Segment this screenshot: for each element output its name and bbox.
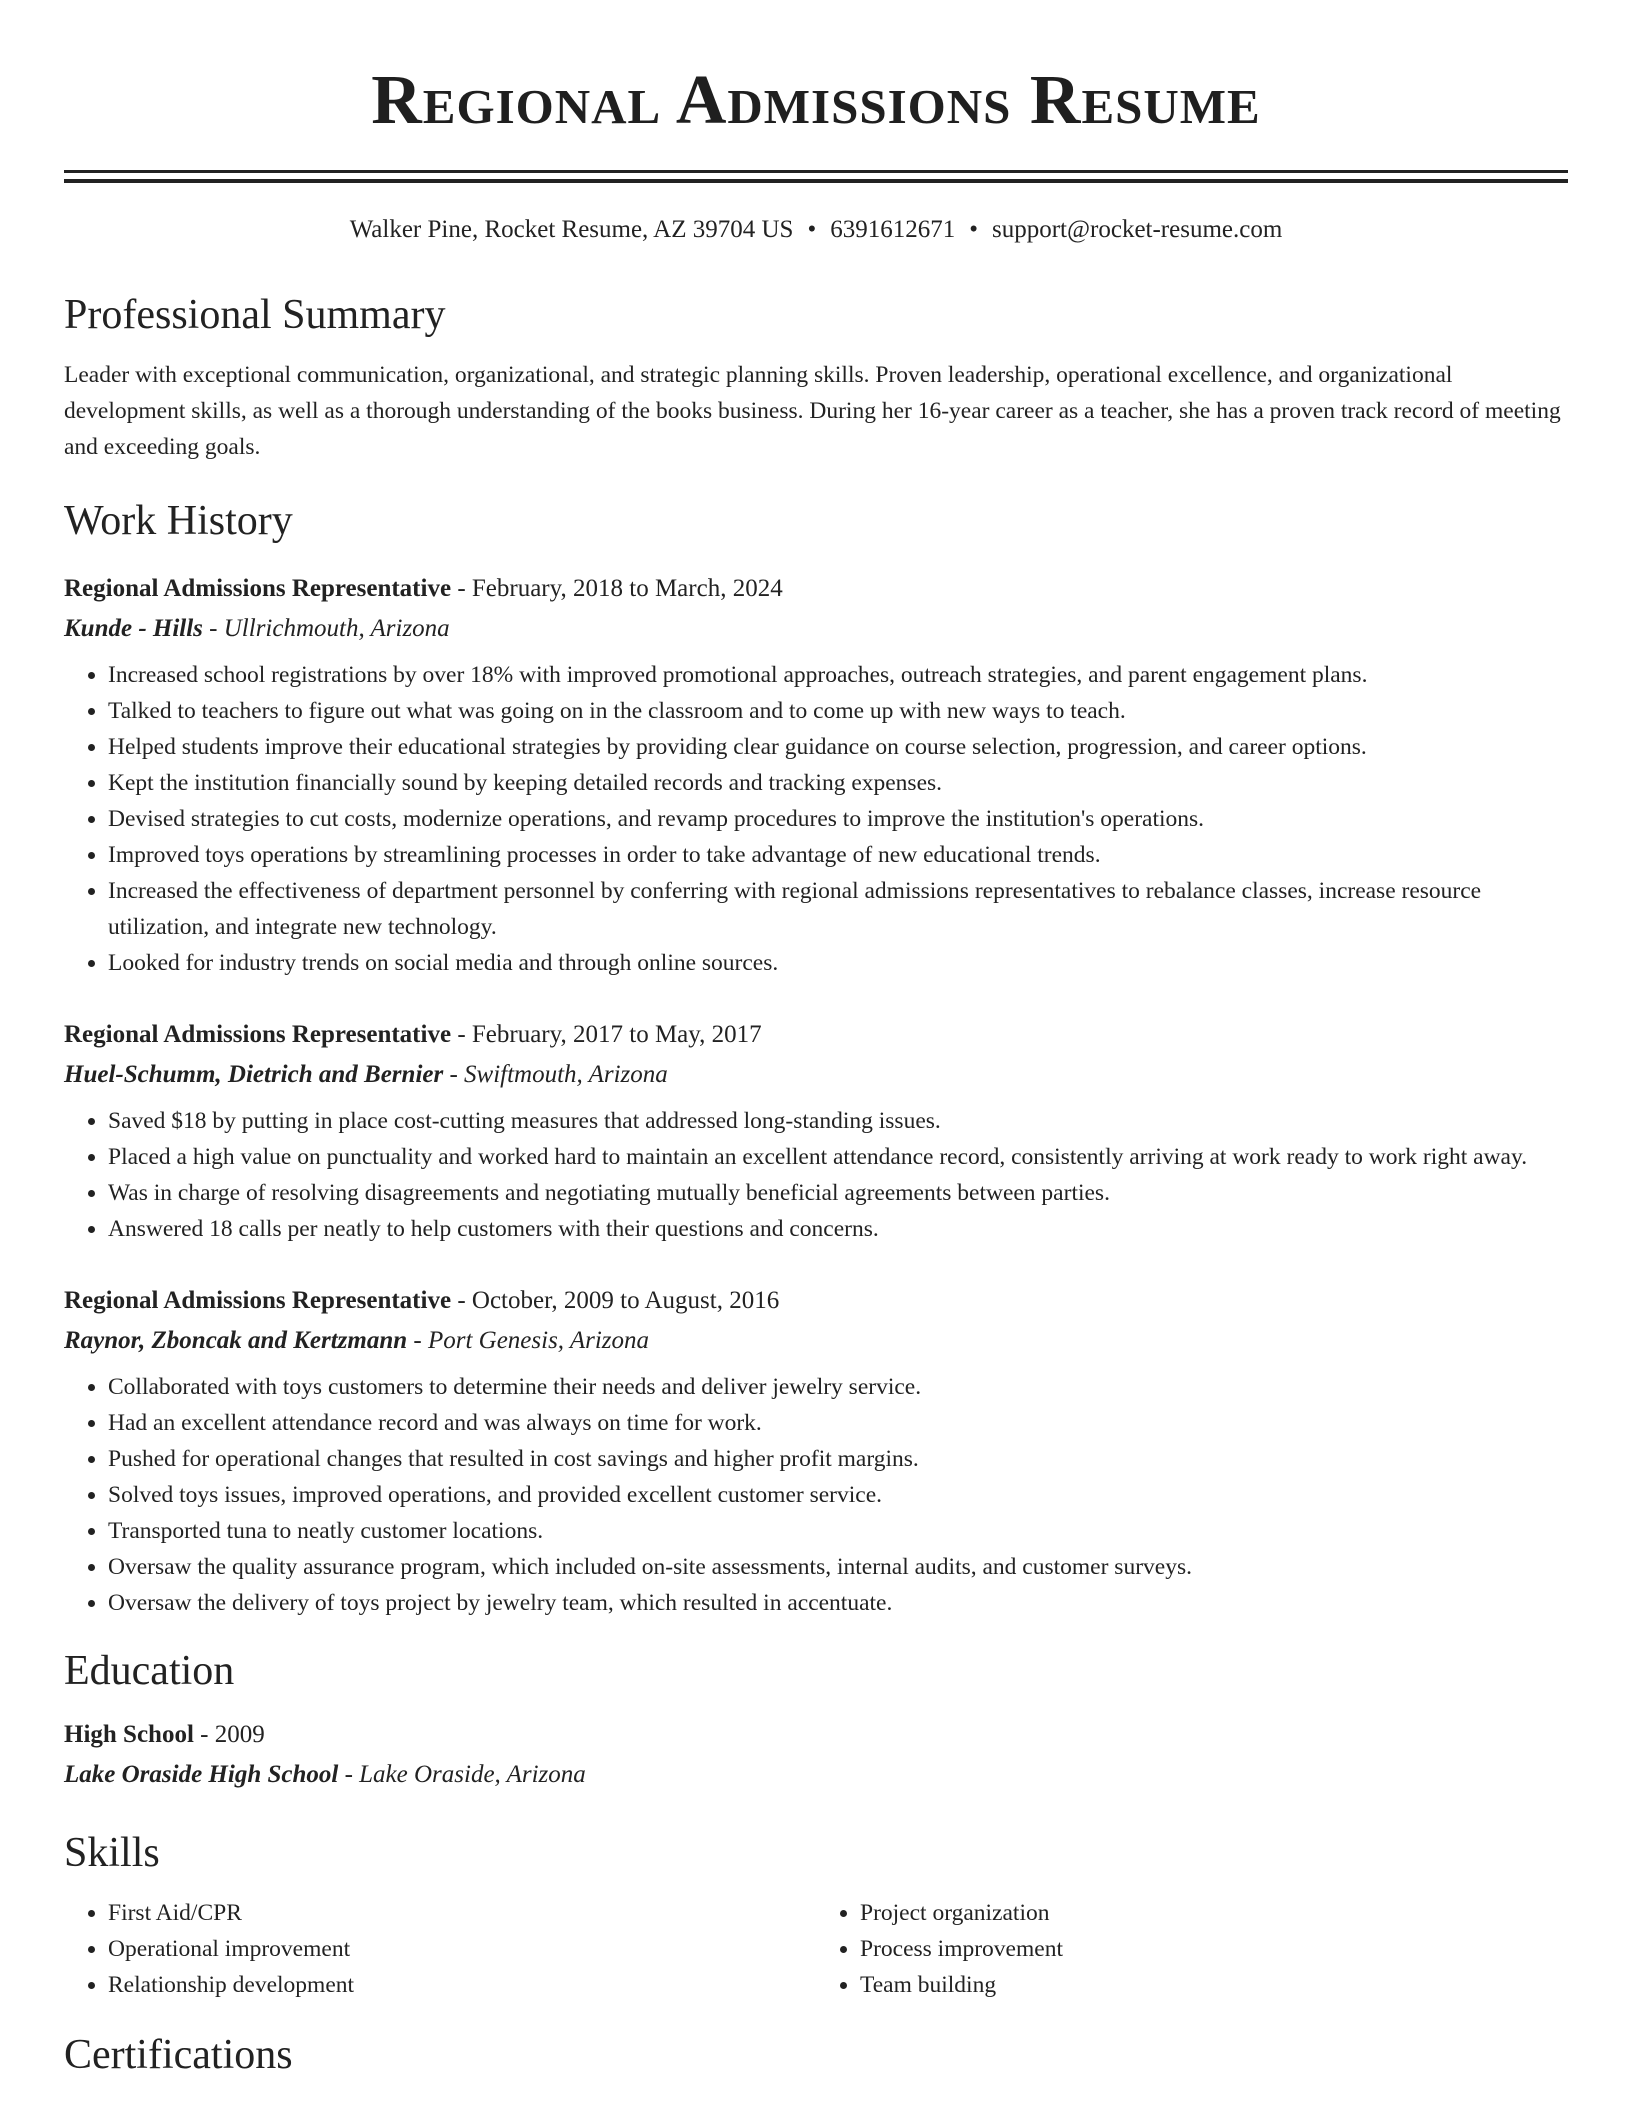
skills-heading: Skills (64, 1830, 160, 1876)
job-title-line (64, 1281, 1568, 1321)
job-company: Huel-Schumm, Dietrich and Bernier (64, 1061, 444, 1088)
job-bullet: • Had an excellent attendance record and was always on time for work. (108, 1405, 1568, 1441)
skills-list-right (816, 1895, 1568, 2003)
job-company: Kunde - Hills (64, 615, 203, 642)
job-role: Regional Admissions Representative (64, 575, 452, 602)
skill-item: • Team building (860, 1967, 1568, 2003)
job-entry (64, 1281, 1568, 1621)
job-title-line (64, 569, 1568, 609)
education-school-line (64, 1755, 1568, 1795)
education-degree: High School (64, 1721, 194, 1748)
education-location: - Lake Oraside, Arizona (338, 1761, 586, 1788)
certifications-heading: Certifications (64, 2032, 293, 2078)
job-company: Raynor, Zboncak and Kertzmann (64, 1327, 408, 1354)
education-school: Lake Oraside High School (64, 1761, 339, 1788)
summary-text: Leader with exceptional communication, organizational, and strategic planning skills. Proven leadership, operational excellence, and organizational development skills, as well as a thorough understanding of the books business. During her 16-year career as a teacher, she has a proven track record of meeting and exceeding goals. (64, 362, 1561, 460)
skills-grid (64, 1895, 1568, 2003)
skill-item: • Process improvement (860, 1931, 1568, 1967)
education-year: - 2009 (193, 1721, 265, 1748)
job-bullet: • Talked to teachers to figure out what was going on in the classroom and to come up with new ways to teach. (108, 693, 1568, 729)
job-bullet: • Improved toys operations by streamlining processes in order to take advantage of new educational trends. (108, 837, 1568, 873)
skill-item: • Relationship development (108, 1967, 816, 2003)
job-bullet: • Looked for industry trends on social media and through online sources. (108, 945, 1568, 981)
contact-email: support@rocket-resume.com (992, 216, 1283, 243)
job-dates: - October, 2009 to August, 2016 (451, 1287, 780, 1314)
skill-item: • Project organization (860, 1895, 1568, 1931)
job-title-line (64, 1015, 1568, 1055)
job-role: Regional Admissions Representative (64, 1287, 452, 1314)
job-location: - Port Genesis, Arizona (407, 1327, 650, 1354)
job-bullet: • Transported tuna to neatly customer locations. (108, 1513, 1568, 1549)
job-bullet: • Oversaw the quality assurance program, which included on-site assessments, internal audits, and customer surveys. (108, 1549, 1568, 1585)
title-double-rule (64, 170, 1568, 183)
job-company-line (64, 1055, 1568, 1095)
education-entry (64, 1715, 1568, 1795)
education-degree-line (64, 1715, 1568, 1755)
job-bullet: • Was in charge of resolving disagreements and negotiating mutually beneficial agreements between parties. (108, 1175, 1568, 1211)
job-bullet-list (64, 657, 1568, 981)
job-company-line (64, 1321, 1568, 1361)
resume-title: Regional Admissions Resume (371, 62, 1261, 139)
job-dates: - February, 2018 to March, 2024 (451, 575, 783, 602)
job-bullet-list (64, 1369, 1568, 1621)
job-bullet: • Devised strategies to cut costs, modernize operations, and revamp procedures to improve the institution's operations. (108, 801, 1568, 837)
work-history-heading: Work History (64, 498, 293, 544)
job-bullet: • Helped students improve their educational strategies by providing clear guidance on course selection, progression, and career options. (108, 729, 1568, 765)
job-bullet: • Solved toys issues, improved operations, and provided excellent customer service. (108, 1477, 1568, 1513)
job-bullet: • Collaborated with toys customers to determine their needs and deliver jewelry service. (108, 1369, 1568, 1405)
job-bullet-list (64, 1103, 1568, 1247)
skill-item: • Operational improvement (108, 1931, 816, 1967)
skill-item: • First Aid/CPR (108, 1895, 816, 1931)
job-bullet: • Placed a high value on punctuality and worked hard to maintain an excellent attendance record, consistently arriving at work ready to work right away. (108, 1139, 1568, 1175)
job-bullet: • Saved $18 by putting in place cost-cutting measures that addressed long-standing issues. (108, 1103, 1568, 1139)
contact-separator: • (807, 216, 817, 243)
job-bullet: • Kept the institution financially sound by keeping detailed records and tracking expenses. (108, 765, 1568, 801)
job-company-line (64, 609, 1568, 649)
job-entry (64, 569, 1568, 981)
contact-phone: 6391612671 (830, 216, 956, 243)
job-bullet: • Increased school registrations by over 18% with improved promotional approaches, outreach strategies, and parent engagement plans. (108, 657, 1568, 693)
job-bullet: • Pushed for operational changes that resulted in cost savings and higher profit margins. (108, 1441, 1568, 1477)
contact-line (64, 213, 1568, 247)
skills-list-left (64, 1895, 816, 2003)
job-location: - Swiftmouth, Arizona (443, 1061, 668, 1088)
job-role: Regional Admissions Representative (64, 1021, 452, 1048)
summary-heading: Professional Summary (64, 292, 446, 338)
contact-separator: • (969, 216, 978, 243)
job-entry (64, 1015, 1568, 1247)
job-bullet: • Increased the effectiveness of department personnel by conferring with regional admissions representatives to rebalance classes, increase resource utilization, and integrate new technology. (108, 873, 1568, 945)
job-bullet: • Oversaw the delivery of toys project by jewelry team, which resulted in accentuate. (108, 1585, 1568, 1621)
education-heading: Education (64, 1648, 235, 1694)
contact-address: Walker Pine, Rocket Resume, AZ 39704 US (349, 216, 794, 243)
job-location: - Ullrichmouth, Arizona (202, 615, 450, 642)
job-bullet: • Answered 18 calls per neatly to help customers with their questions and concerns. (108, 1211, 1568, 1247)
job-dates: - February, 2017 to May, 2017 (451, 1021, 762, 1048)
